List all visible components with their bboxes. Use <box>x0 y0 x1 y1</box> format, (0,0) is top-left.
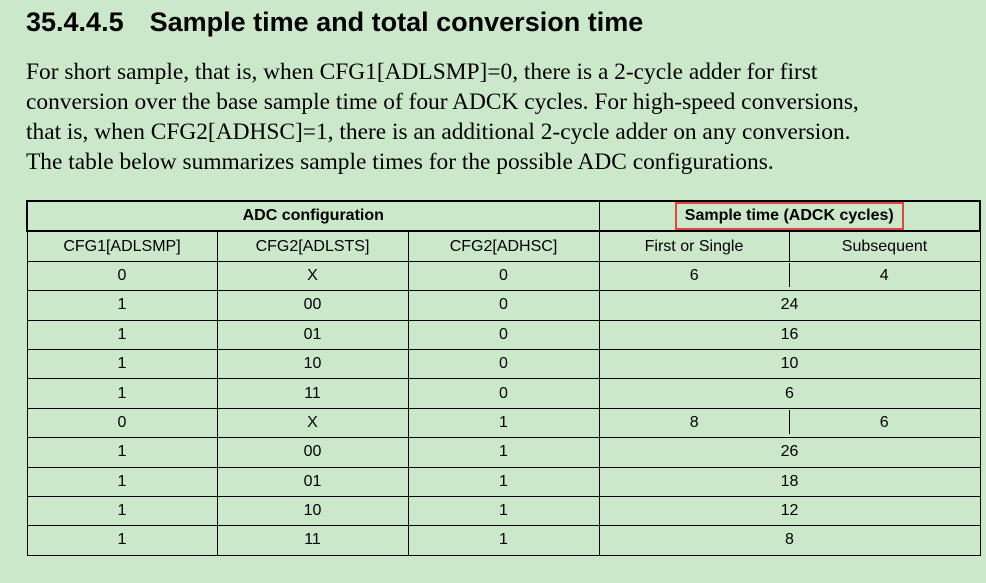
column-header: CFG1[ADLSMP] <box>27 231 217 261</box>
paragraph-line: conversion over the base sample time of four ADCK cycles. For high-speed conversions, <box>26 89 859 115</box>
table-row <box>27 467 980 496</box>
cell-adlsts: 11 <box>217 526 408 555</box>
highlight-box <box>675 202 904 230</box>
cell-adlsts: X <box>217 261 408 290</box>
cell-adlsts: 01 <box>217 467 408 496</box>
cell-adlsmp: 1 <box>27 320 217 349</box>
cell-adhsc: 1 <box>408 496 599 525</box>
column-header: CFG2[ADLSTS] <box>217 231 408 261</box>
cell-adlsts: 11 <box>217 379 408 408</box>
cell-adhsc: 1 <box>408 467 599 496</box>
table-row <box>27 379 980 408</box>
table-row <box>27 291 980 320</box>
cell-adhsc: 0 <box>408 379 599 408</box>
sample-time-table-container <box>26 200 979 556</box>
column-header-row <box>27 231 980 261</box>
cell-sample-time: 10 <box>599 349 980 378</box>
group-header-row <box>27 201 980 231</box>
cell-adhsc: 0 <box>408 320 599 349</box>
cell-sample-time: 12 <box>599 496 980 525</box>
column-header: First or Single <box>599 231 789 261</box>
cell-adlsmp: 0 <box>27 408 217 437</box>
paragraph-line: The table below summarizes sample times for the possible ADC configurations. <box>26 149 774 175</box>
table-row <box>27 349 980 378</box>
sample-time-table <box>26 200 981 556</box>
cell-adlsts: 01 <box>217 320 408 349</box>
cell-adhsc: 1 <box>408 408 599 437</box>
cell-first-or-single: 6 <box>599 261 789 290</box>
section-heading <box>26 7 643 38</box>
cell-adhsc: 1 <box>408 438 599 467</box>
description-paragraph <box>26 57 976 177</box>
paragraph-line: that is, when CFG2[ADHSC]=1, there is an additional 2-cycle adder on any conversion. <box>26 119 851 145</box>
sample-time-header <box>599 201 980 231</box>
cell-sample-time: 6 <box>599 379 980 408</box>
cell-sample-time: 8 <box>599 526 980 555</box>
cell-adhsc: 0 <box>408 349 599 378</box>
column-header: Subsequent <box>789 231 980 261</box>
cell-adlsts: 10 <box>217 349 408 378</box>
cell-adlsts: 00 <box>217 291 408 320</box>
cell-adlsmp: 1 <box>27 349 217 378</box>
cell-adlsts: 00 <box>217 438 408 467</box>
cell-sample-time: 16 <box>599 320 980 349</box>
table-row <box>27 438 980 467</box>
sample-time-label: Sample time (ADCK cycles) <box>684 207 894 225</box>
cell-sample-time: 24 <box>599 291 980 320</box>
column-header: CFG2[ADHSC] <box>408 231 599 261</box>
table-row <box>27 261 980 290</box>
cell-adlsmp: 1 <box>27 467 217 496</box>
cell-adhsc: 0 <box>408 261 599 290</box>
cell-adlsmp: 1 <box>27 496 217 525</box>
cell-adlsmp: 1 <box>27 379 217 408</box>
section-number: 35.4.4.5 <box>26 7 124 37</box>
cell-adlsmp: 0 <box>27 261 217 290</box>
adc-configuration-label: ADC configuration <box>242 207 384 225</box>
table-body <box>27 261 980 555</box>
adc-configuration-header <box>27 201 599 231</box>
cell-subsequent: 6 <box>789 408 980 437</box>
table-row <box>27 408 980 437</box>
table-row <box>27 320 980 349</box>
section-title: Sample time and total conversion time <box>149 7 644 37</box>
cell-sample-time: 26 <box>599 438 980 467</box>
paragraph-line: For short sample, that is, when CFG1[ADLSMP]=0, there is a 2-cycle adder for first <box>26 59 818 85</box>
cell-first-or-single: 8 <box>599 408 789 437</box>
table-row <box>27 526 980 555</box>
cell-subsequent: 4 <box>789 261 980 290</box>
cell-adhsc: 0 <box>408 291 599 320</box>
cell-adhsc: 1 <box>408 526 599 555</box>
cell-sample-time: 18 <box>599 467 980 496</box>
cell-adlsmp: 1 <box>27 438 217 467</box>
cell-adlsmp: 1 <box>27 526 217 555</box>
table-row <box>27 496 980 525</box>
cell-adlsts: X <box>217 408 408 437</box>
cell-adlsmp: 1 <box>27 291 217 320</box>
cell-adlsts: 10 <box>217 496 408 525</box>
